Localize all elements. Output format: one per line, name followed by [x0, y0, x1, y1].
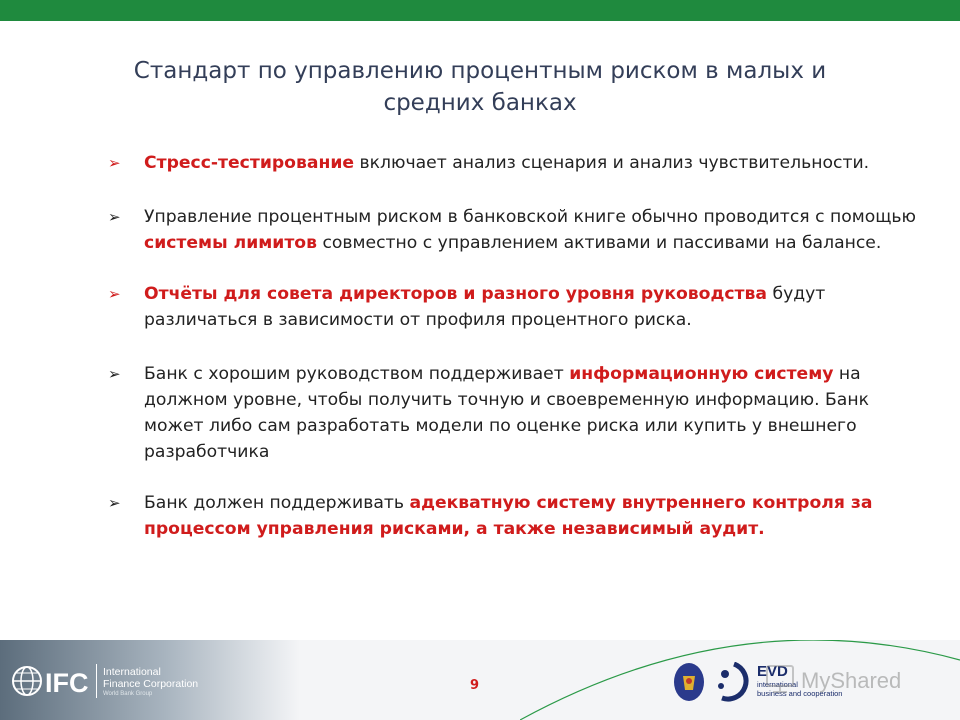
- highlight-text: Стресс-тестирование: [144, 153, 355, 173]
- top-accent-bar: [0, 0, 960, 21]
- arrow-bullet-icon: ➢: [108, 285, 121, 303]
- page-number: 9: [470, 678, 480, 693]
- bullet-item-5: [108, 490, 918, 542]
- highlight-text: системы лимитов: [144, 233, 317, 253]
- ifc-logo: [12, 664, 98, 698]
- arrow-bullet-icon: ➢: [108, 494, 121, 512]
- myshared-watermark: [763, 660, 943, 700]
- ifc-globe-icon: [13, 667, 41, 695]
- bullet-text: Банк должен поддерживать: [144, 493, 410, 513]
- bullet-list: [108, 150, 918, 542]
- arrow-bullet-icon: ➢: [108, 154, 121, 172]
- slide-footer: [0, 640, 960, 720]
- bullet-text: совместно с управлением активами и пассивами на балансе.: [316, 233, 882, 253]
- ifc-name: [103, 666, 198, 690]
- bullet-text: Банк с хорошим руководством поддерживает: [144, 364, 570, 384]
- bullet-text: Управление процентным риском в банковской книге обычно проводится с помощью: [144, 207, 917, 227]
- ifc-name-line1: International: [103, 666, 161, 678]
- highlight-text: информационную систему: [569, 364, 834, 384]
- watermark-text: MyShared: [801, 668, 902, 693]
- highlight-text: Отчёты для совета директоров и разного уровня руководства: [144, 284, 767, 304]
- arrow-bullet-icon: ➢: [108, 208, 121, 226]
- bullet-text: включает анализ сценария и анализ чувствительности.: [354, 153, 870, 173]
- highlight-text: адекватную систему внутреннего контроля за процессом управления рисками, а также независимый аудит.: [144, 493, 873, 539]
- presentation-icon: [767, 666, 793, 692]
- bullet-text: на должном уровне, чтобы получить точную и своевременную информацию. Банк может либо сам разработать модели по оценке риска или купить у внешнего разработчика: [144, 364, 869, 462]
- ifc-subtitle: World Bank Group: [103, 691, 153, 697]
- evd-logo-icon: [716, 662, 750, 702]
- bullet-text: будут различаться в зависимости от профиля процентного риска.: [144, 284, 826, 330]
- bullet-item-3: [108, 281, 918, 333]
- finland-emblem-icon: [673, 662, 705, 702]
- bullet-item-4: [108, 361, 918, 465]
- ifc-divider: [96, 664, 97, 698]
- evd-title: EVD: [757, 663, 788, 680]
- arrow-bullet-icon: ➢: [108, 365, 121, 383]
- bullet-item-1: [108, 150, 918, 176]
- slide-title: Стандарт по управлению процентным риском в малых и средних банках: [133, 58, 827, 116]
- ifc-logo-text: IFC: [45, 668, 89, 698]
- bullet-item-2: [108, 204, 918, 256]
- evd-sub-line1: international: [757, 680, 798, 689]
- ifc-name-line2: Finance Corporation: [103, 678, 199, 690]
- evd-sub-line2: business and cooperation: [757, 689, 843, 698]
